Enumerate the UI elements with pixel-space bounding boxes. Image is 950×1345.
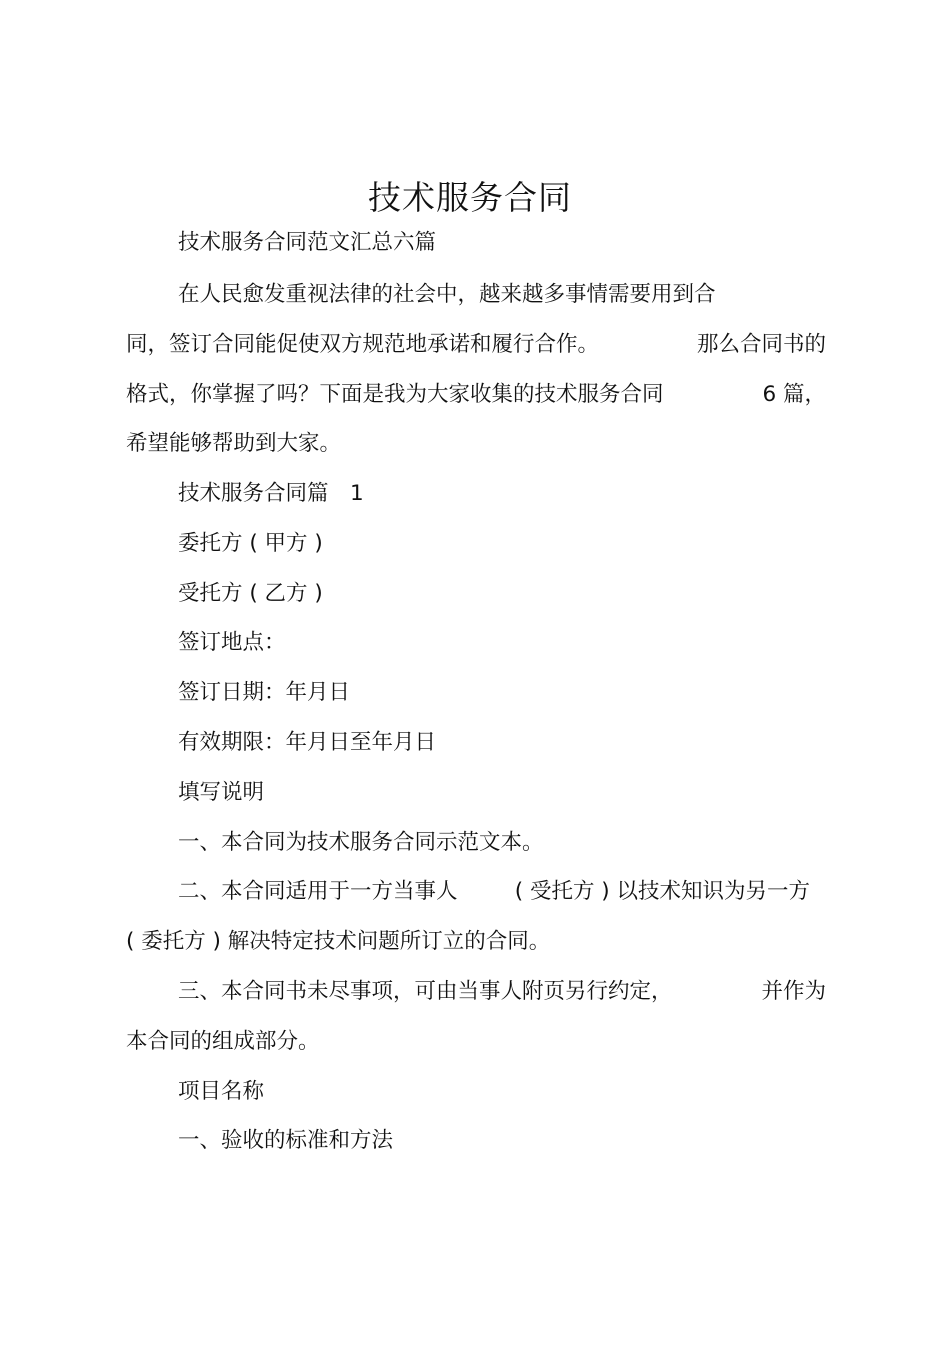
intro-line-2 xyxy=(126,330,826,360)
instruction-item-1: 一、本合同为技术服务合同示范文本。 xyxy=(178,830,544,855)
intro-line-3-part-a: 格式，你掌握了吗？下面是我为大家收集的技术服务合同 xyxy=(126,382,664,407)
intro-line-3-part-b: 6 篇， xyxy=(762,382,826,407)
intro-line-1: 在人民愈发重视法律的社会中，越来越多事情需要用到合 xyxy=(178,282,716,307)
instruction-item-2-part-a: 二、本合同适用于一方当事人 xyxy=(178,879,458,904)
section-heading: 技术服务合同篇 1 xyxy=(178,481,364,506)
instruction-item-3-line-1 xyxy=(178,977,826,1007)
intro-line-2-part-a: 同，签订合同能促使双方规范地承诺和履行合作。 xyxy=(126,332,600,357)
sign-date-field: 签订日期：年月日 xyxy=(178,680,351,705)
instruction-item-2-part-b: ( 受托方 ) 以技术知识为另一方 xyxy=(514,879,810,904)
client-field: 委托方 ( 甲方 ) xyxy=(178,531,323,556)
document-subtitle: 技术服务合同范文汇总六篇 xyxy=(178,230,437,255)
instructions-heading: 填写说明 xyxy=(178,780,265,805)
instruction-item-3-line-2: 本合同的组成部分。 xyxy=(126,1029,320,1054)
acceptance-heading: 一、验收的标准和方法 xyxy=(178,1128,394,1153)
intro-line-3 xyxy=(126,380,826,410)
document-title: 技术服务合同 xyxy=(368,178,572,217)
instruction-item-2-line-1 xyxy=(178,877,810,907)
instruction-item-3-part-b: 并作为 xyxy=(761,979,826,1004)
project-name-heading: 项目名称 xyxy=(178,1079,265,1104)
intro-line-4: 希望能够帮助到大家。 xyxy=(126,431,342,456)
valid-period-field: 有效期限：年月日至年月日 xyxy=(178,730,437,755)
instruction-item-2-line-2: ( 委托方 ) 解决特定技术问题所订立的合同。 xyxy=(126,929,551,954)
instruction-item-3-part-a: 三、本合同书未尽事项，可由当事人附页另行约定， xyxy=(178,979,673,1004)
sign-place-field: 签订地点： xyxy=(178,630,286,655)
trustee-field: 受托方 ( 乙方 ) xyxy=(178,581,323,606)
intro-line-2-part-b: 那么合同书的 xyxy=(696,332,826,357)
